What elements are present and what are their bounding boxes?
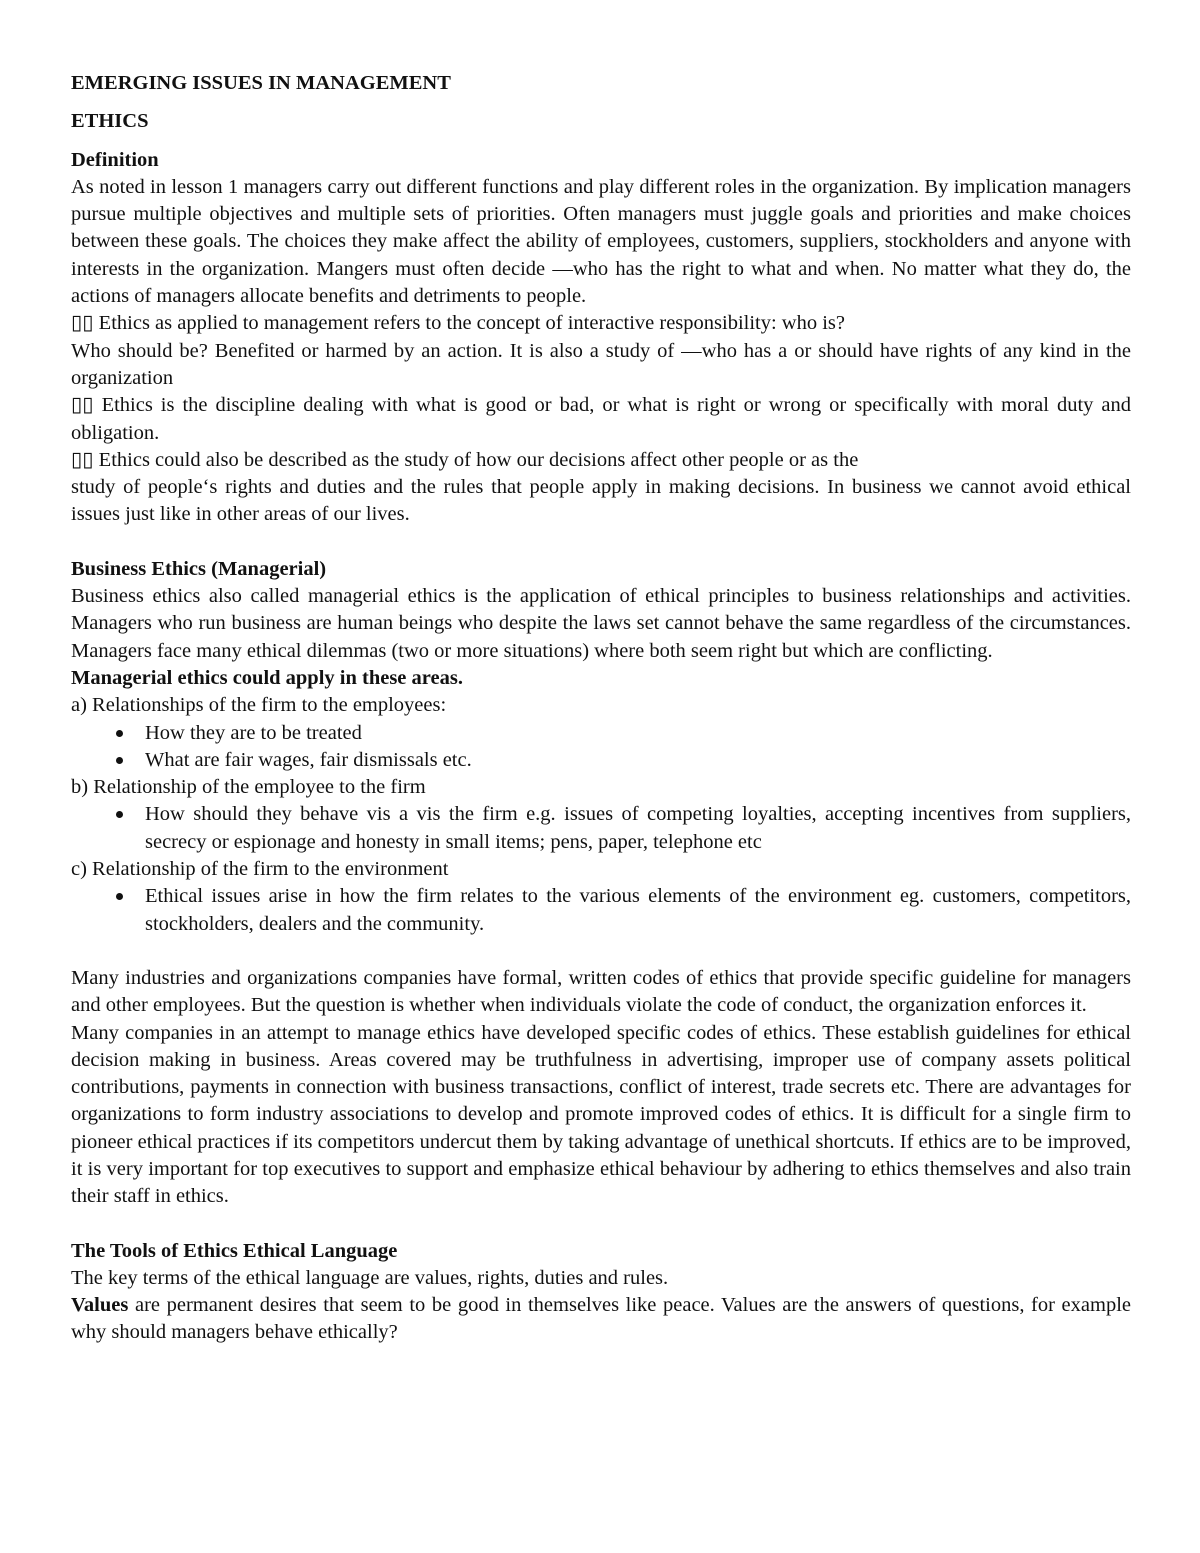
- group-c-label: c) Relationship of the firm to the environment: [71, 858, 449, 881]
- definition-point-2: ▯▯ Ethics is the discipline dealing with what is good or bad, or what is right or wrong or specifically with moral duty and obligation.: [71, 394, 1131, 444]
- list-item: Ethical issues arise in how the firm relates to the various elements of the environment eg. customers, competitors, stockholders, dealers and the community.: [145, 883, 1131, 938]
- tools-heading: The Tools of Ethics Ethical Language: [71, 1239, 398, 1262]
- definition-point-1-line-1: ▯▯ Ethics as applied to management refers to the concept of interactive responsibility: who is?: [71, 312, 845, 335]
- group-b-list: [71, 801, 1131, 856]
- group-a-list: [71, 720, 1131, 775]
- list-item: What are fair wages, fair dismissals etc.: [145, 747, 1131, 774]
- document-title: EMERGING ISSUES IN MANAGEMENT: [71, 72, 451, 94]
- values-text: are permanent desires that seem to be good in themselves like peace. Values are the answers of questions, for example why should managers behave ethically?: [71, 1294, 1131, 1344]
- group-c-list: [71, 883, 1131, 938]
- codes-paragraph-1: Many industries and organizations companies have formal, written codes of ethics that provide specific guideline for managers and other employees. But the question is whether when individuals violate the code of conduct, the organization enforces it.: [71, 966, 1131, 1017]
- list-item: How should they behave vis a vis the firm e.g. issues of competing loyalties, accepting incentives from suppliers, secrecy or espionage and honesty in small items; pens, paper, telephone etc: [145, 801, 1131, 856]
- codes-paragraph-2: Many companies in an attempt to manage ethics have developed specific codes of ethics. These establish guidelines for ethical decision making in business. Areas covered may be truthfulness in advertising, improper use of company assets political contributions, payments in connection with business transactions, conflict of interest, trade secrets etc. There are advantages for organizations to form industry associations to develop and promote improved codes of ethics. It is difficult for a single firm to pioneer ethical practices if its competitors undercut them by taking advantage of unethical shortcuts. If ethics are to be improved, it is very important for top executives to support and emphasize ethical behaviour by adhering to ethics themselves and also train their staff in ethics.: [71, 1021, 1131, 1208]
- section-heading: ETHICS: [71, 110, 149, 133]
- list-item: How they are to be treated: [145, 720, 1131, 747]
- group-b-label: b) Relationship of the employee to the firm: [71, 776, 426, 799]
- definition-heading: Definition: [71, 148, 159, 171]
- tools-intro: The key terms of the ethical language are values, rights, duties and rules.: [71, 1266, 669, 1289]
- business-ethics-paragraph: Business ethics also called managerial ethics is the application of ethical principles to business relationships and activities. Managers who run business are human beings who despite the laws set cannot behave the same regardless of the circumstances. Managers face many ethical dilemmas (two or more situations) where both seem right but which are conflicting.: [71, 585, 1131, 662]
- group-a-label: a) Relationships of the firm to the employees:: [71, 694, 447, 717]
- definition-point-1-line-2: Who should be? Benefited or harmed by an action. It is also a study of —who has a or should have rights of any kind in the organization: [71, 339, 1131, 389]
- document-page: [71, 70, 1131, 1347]
- definition-paragraph: As noted in lesson 1 managers carry out different functions and play different roles in the organization. By implication managers pursue multiple objectives and multiple sets of priorities. Often managers must juggle goals and priorities and make choices between these goals. The choices they make affect the ability of employees, customers, suppliers, stockholders and anyone with interests in the organization. Mangers must often decide —who has the right to what and when. No matter what they do, the actions of managers allocate benefits and detriments to people.: [71, 175, 1131, 308]
- business-ethics-heading: Business Ethics (Managerial): [71, 557, 327, 580]
- definition-point-3-line-2: study of people‘s rights and duties and the rules that people apply in making decisions. In business we cannot avoid ethical issues just like in other areas of our lives.: [71, 476, 1131, 526]
- areas-heading: Managerial ethics could apply in these areas.: [71, 666, 463, 689]
- definition-point-3-line-1: ▯▯ Ethics could also be described as the study of how our decisions affect other people or as the: [71, 448, 859, 471]
- values-paragraph: [71, 1292, 1131, 1347]
- values-term: Values: [71, 1294, 129, 1317]
